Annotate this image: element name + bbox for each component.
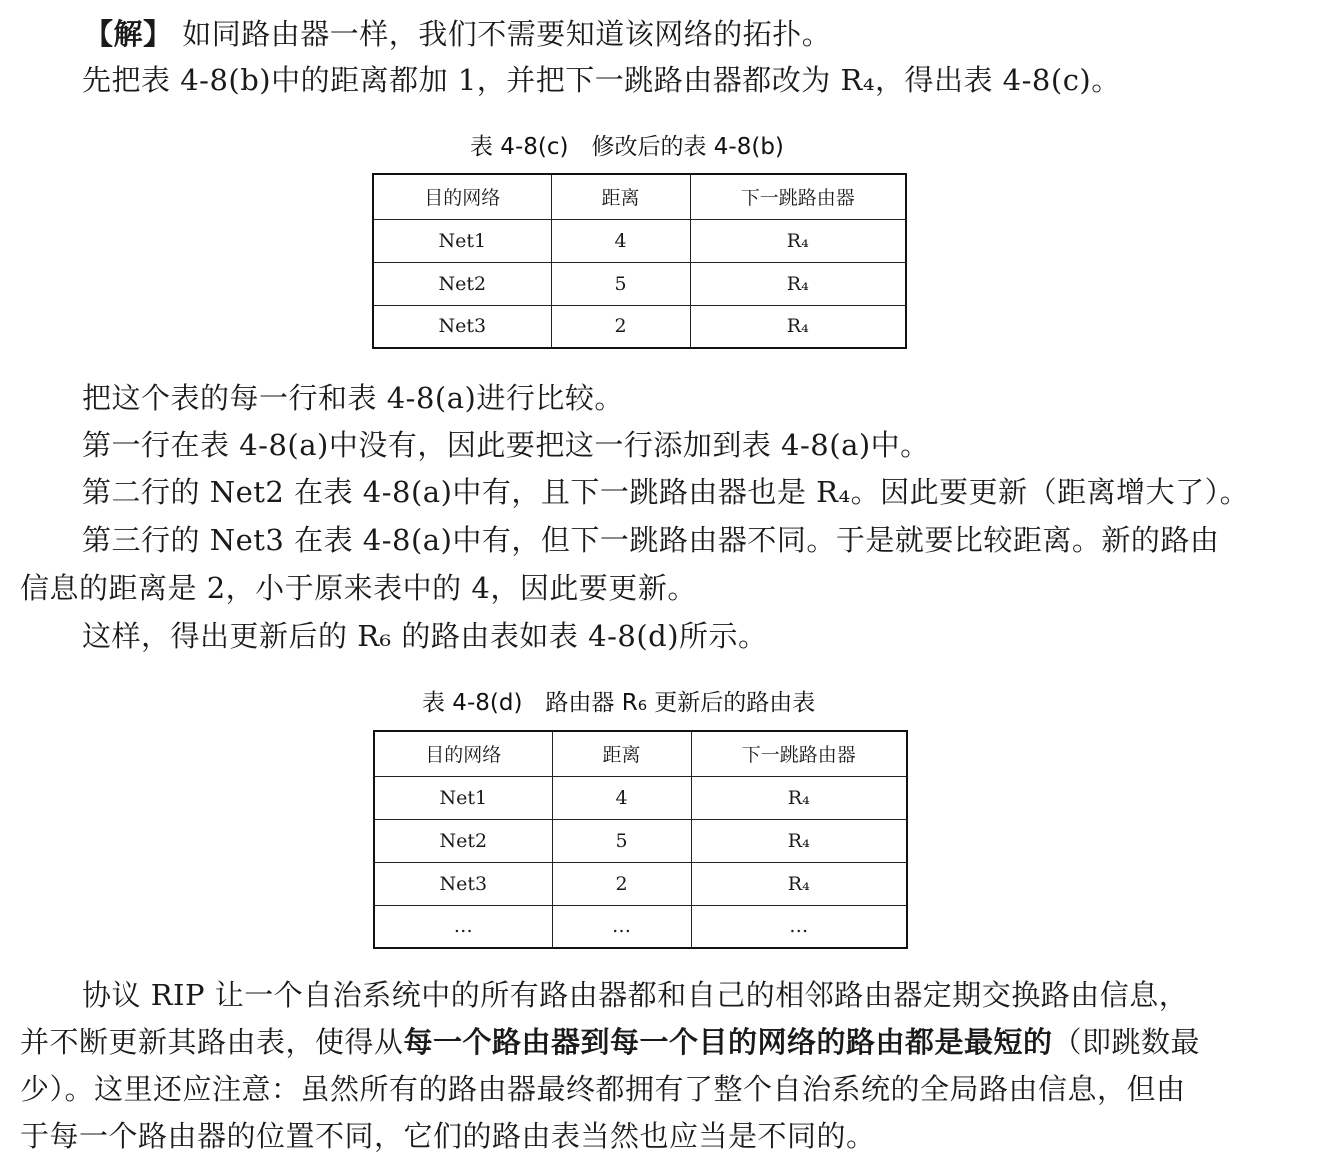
table-row	[373, 219, 906, 262]
cell: 4	[551, 219, 690, 262]
table-d-caption: 表 4-8(d) 路由器 R₆ 更新后的路由表	[422, 690, 816, 716]
table-row	[374, 776, 907, 819]
paragraph: 协议 RIP 让一个自治系统中的所有路由器都和自己的相邻路由器定期交换路由信息，	[82, 978, 1189, 1012]
intro-line-2: 先把表 4-8(b)中的距离都加 1，并把下一跳路由器都改为 R₄，得出表 4-8(c)。	[82, 63, 1121, 97]
column-header: 距离	[551, 174, 690, 219]
cell: Net1	[374, 776, 552, 819]
cell: …	[374, 905, 552, 948]
table-c	[372, 173, 907, 349]
table-c-caption: 表 4-8(c) 修改后的表 4-8(b)	[470, 134, 784, 160]
intro-text-1: 如同路由器一样，我们不需要知道该网络的拓扑。	[182, 17, 832, 51]
cell: 5	[552, 819, 691, 862]
paragraph	[20, 1022, 1200, 1062]
cell: …	[691, 905, 907, 948]
cell: Net2	[374, 819, 552, 862]
table-row	[374, 862, 907, 905]
table-row	[374, 819, 907, 862]
cell: R₄	[690, 219, 906, 262]
paragraph: 少）。这里还应注意：虽然所有的路由器最终都拥有了整个自治系统的全局路由信息，但由	[20, 1072, 1186, 1106]
table-row	[374, 905, 907, 948]
cell: 2	[551, 305, 690, 348]
emphasis-text: 每一个路由器到每一个目的网络的路由都是最短的	[403, 1025, 1053, 1059]
cell: 4	[552, 776, 691, 819]
cell: Net3	[374, 862, 552, 905]
cell: R₄	[690, 262, 906, 305]
text-run: （即跳数最	[1052, 1025, 1201, 1059]
paragraph: 把这个表的每一行和表 4-8(a)进行比较。	[82, 381, 624, 415]
cell: …	[552, 905, 691, 948]
table-row	[373, 305, 906, 348]
table-d	[373, 730, 908, 949]
table-c-header-row	[373, 174, 906, 219]
column-header: 目的网络	[373, 174, 551, 219]
intro-line-1	[84, 14, 831, 54]
cell: R₄	[691, 776, 907, 819]
text-run: 并不断更新其路由表，使得从	[20, 1025, 404, 1059]
cell: 2	[552, 862, 691, 905]
paragraph: 这样，得出更新后的 R₆ 的路由表如表 4-8(d)所示。	[82, 619, 768, 653]
cell: R₄	[691, 862, 907, 905]
column-header: 目的网络	[374, 731, 552, 776]
table-d-header-row	[374, 731, 907, 776]
cell: 5	[551, 262, 690, 305]
cell: Net3	[373, 305, 551, 348]
column-header: 距离	[552, 731, 691, 776]
paragraph: 于每一个路由器的位置不同，它们的路由表当然也应当是不同的。	[20, 1119, 876, 1153]
cell: Net1	[373, 219, 551, 262]
column-header: 下一跳路由器	[690, 174, 906, 219]
paragraph: 信息的距离是 2，小于原来表中的 4，因此要更新。	[20, 571, 697, 605]
solution-label: 【解】	[84, 17, 173, 51]
paragraph: 第二行的 Net2 在表 4-8(a)中有，且下一跳路由器也是 R₄。因此要更新（距离增大了）。	[82, 475, 1250, 509]
cell: R₄	[690, 305, 906, 348]
paragraph: 第一行在表 4-8(a)中没有，因此要把这一行添加到表 4-8(a)中。	[82, 428, 930, 462]
table-row	[373, 262, 906, 305]
cell: R₄	[691, 819, 907, 862]
paragraph: 第三行的 Net3 在表 4-8(a)中有，但下一跳路由器不同。于是就要比较距离。新的路由	[82, 523, 1220, 557]
column-header: 下一跳路由器	[691, 731, 907, 776]
cell: Net2	[373, 262, 551, 305]
